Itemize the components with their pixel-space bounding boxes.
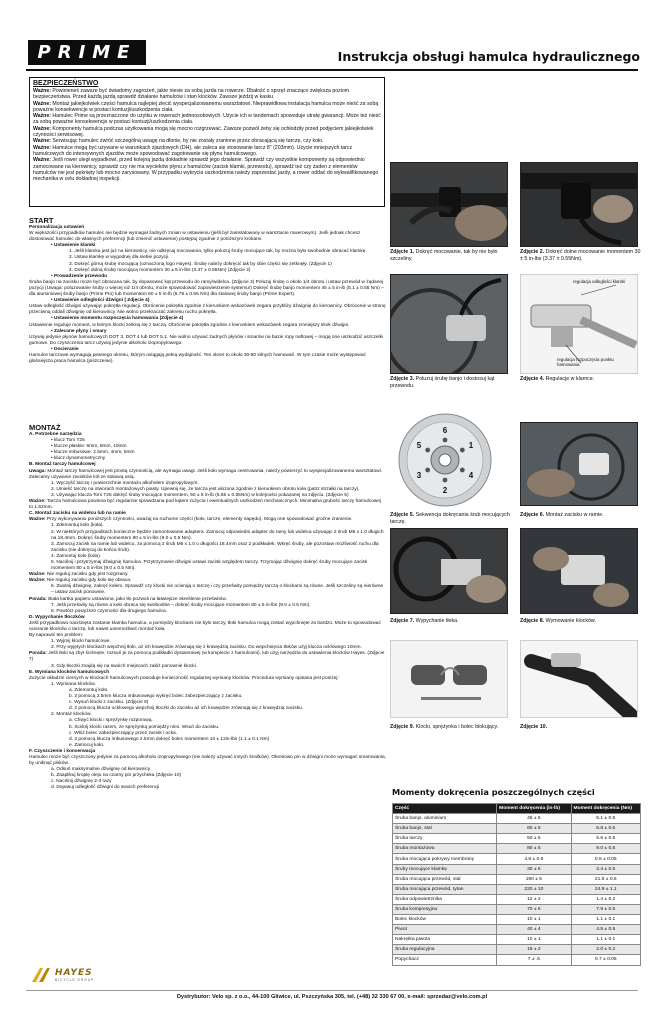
brand-sub: BICYCLE GROUP — [55, 978, 95, 982]
torque-header-inlb: Moment dokręcenia (in-lb) — [497, 804, 571, 814]
rotor-sequence-number: 4 — [468, 471, 474, 480]
montaz-line: C. Montaż zacisku na widelcu lub na ramie — [29, 511, 126, 517]
safety-box — [29, 77, 385, 207]
torque-inlb: 10 ± 1 — [497, 915, 571, 925]
safety-paragraph: Ważne: Serwisując hamulec zwróć szczególną uwagę na dłonie, by nie zostały zranione przez obracającą się tarczę, czy koło. — [33, 138, 324, 145]
montaz-line: Porada: Jeśli tłoki są zbyt ściśnięte, rozsuń je za pomocą podkładki dystansowej (w komplecie z hamulcami), lub użyj narzędzia do ustawienia klocków Hayes. (Zdjęcie 7) — [29, 651, 385, 663]
montaz-line: a. Zdemontuj koło. — [69, 687, 109, 693]
montaz-line: b. Zaaplikuj kroplę oleju na czarny pin przycheka (Zdjęcie 10) — [51, 773, 182, 779]
torque-row — [393, 844, 641, 854]
montaz-line: 3. Gdy tłoczki znajdą się na swoich miejscach załóż ponownie klocki. — [51, 663, 198, 669]
photo-8 — [520, 528, 638, 614]
torque-inlb: 30 ± 5 — [497, 864, 571, 874]
torque-part: Nakrętka piwota — [393, 935, 497, 945]
torque-part: Bolec klocków — [393, 915, 497, 925]
start-line: • Zalecane płyny i smary — [51, 328, 107, 334]
montaz-line: 2. W niektórych przypadkach konieczne będzie zamontowanie adaptera. Zamocuj odpowiedni adapter do ramy lub widelca używając 2 śrub M6 x 1.0 długich na 18.4mm. Dokręć śruby momentem 80 ± 5 in-lbs (9.0 ± 0.5 Nm). — [51, 529, 384, 541]
torque-inlb: 50 ± 5 — [497, 834, 571, 844]
montaz-line: c. Włóż bolec zabezpieczający przez zacisk i ocka. — [69, 730, 177, 736]
photo-3 — [390, 274, 508, 374]
torque-inlb: 4.8 ± 0.5 — [497, 854, 571, 864]
montaz-line: 1. Wymiana klocków. — [51, 681, 96, 687]
photo-9 — [390, 640, 508, 718]
torque-inlb: 10 ± 1 — [497, 935, 571, 945]
montaz-line: d. 2 pomocą klucza imbusowego 2.5mm dokręć bolec momentem 10 ± 12in-lbs (1.1 ± 0.1 Nm) — [69, 736, 270, 742]
footer-distributor: Dystrybutor: Velo sp. z o.o., 44-100 Gliwice, ul. Pszczyńska 305, tel. (+48) 32 330 67 00, e-mail: sprzedaz@velo.com.pl — [26, 990, 638, 1006]
torque-inlb: 70 ± 5 — [497, 904, 571, 914]
brand-name: HAYES — [55, 968, 93, 978]
safety-paragraphs — [33, 88, 381, 182]
montaz-line: Ważne: Przy wykonywaniu poniższych czynności, uważaj na ruchome części (koło, tarcze, elementy napędu). Mogą one spowodować groźne zranienie. — [29, 517, 353, 523]
montaz-line: d. Dopasuj odległość dźwigni do swoich preferencji — [51, 785, 160, 791]
caption-8: Zdjęcie 8. Wymowanie klocków. — [520, 618, 596, 624]
montaz-section — [29, 421, 386, 961]
rotor-sequence-number: 5 — [416, 441, 422, 450]
montaz-line: A. Potrzebne narzędzia — [29, 432, 82, 437]
torque-inlb: 7 ± .5 — [497, 955, 571, 965]
start-line: • Ustawienie klamki — [51, 243, 96, 249]
torque-inlb: 40 ± 4 — [497, 925, 571, 935]
rotor-bolt — [443, 438, 448, 443]
torque-nm: 4.5 ± 0.5 — [571, 925, 640, 935]
rotor-sequence-number: 2 — [442, 486, 448, 495]
rotor-bolt — [443, 478, 448, 483]
photo-2 — [520, 162, 638, 247]
start-line: 1. Jeśli klamka jest już na kierownicy, nie odkręcaj mocowania, tylko poluzuj śruby mocujące tak, by można było swobodnie obracać klamkę. — [69, 249, 367, 255]
torque-nm: 1.1 ± 0.1 — [571, 915, 640, 925]
safety-paragraph: Ważne: Powinieneś zawsze być świadomy zagrożeń, jakie niesie za sobą jazda na rowerze. Dbałość o sprzęt znacząco zwiększa poziom bezpieczeństwa. Przed każdą jazdą sprawdź działanie hamulców i stan klocków. Zawsze jeździj w kasku. — [33, 88, 350, 101]
torque-part: Piwot — [393, 925, 497, 935]
prime-logo: PRIME — [28, 40, 146, 65]
start-section — [29, 214, 386, 420]
torque-part: Śruba mocująca przewód, tytan — [393, 884, 497, 894]
start-line: 4. Dokręć dolną śrubę mocującą momentem 30 ± 5 in-lbs (3.37 ± 0.55Nm) (Zdjęcie 2) — [69, 267, 251, 273]
photo-5-rotor — [390, 410, 508, 510]
montaz-line: e. Zamocuj koło. — [69, 742, 105, 748]
torque-body — [393, 814, 641, 965]
montaz-line: 2. Przy wyjętych klockach wepchnij tłoki, aż ich krawędzie zrównają się z krawędzią zacisku. Do wepchnięcia tłoków użyj klucza ocklowego 10mm. — [51, 645, 362, 651]
torque-nm: 2.0 ± 0.2 — [571, 945, 640, 955]
torque-inlb: 18 ± 2 — [497, 945, 571, 955]
montaz-line: Porada: Biała kartka papieru ustawiona, jako tło pozwoli na łatwiejsze określenie prześwitów. — [29, 596, 227, 602]
caption-6: Zdjęcie 6. Montaż zacisku w ramie. — [520, 512, 604, 518]
torque-nm: 0.5 ± 0.05 — [571, 854, 640, 864]
photo-10 — [520, 640, 638, 718]
montaz-line: 7. Jeśli prześwity są równe a koło obraca się swobodnie – dokręć śruby mocujące momentem 80 ± 5 in-lbs (9.0 ± 0.5 Nm). — [51, 602, 311, 608]
torque-row — [393, 814, 641, 824]
start-line: 3. Dokręć górną śrubę mocującą (oznaczoną logo Hayes). Śrubę należy dokręcić tak by obie części się zetknęły. (Zdjęcie 1) — [69, 261, 332, 267]
rotor-bolt — [460, 448, 465, 453]
torque-header-nm: Moment dokręcenia (Nm) — [571, 804, 640, 814]
montaz-line: 3. Używając klucza Torx T25 dokręć śruby mocujące momentem, 50 ± 5 in-lb (5.65 ± 0.55Nm) w kolejności pokazanej na zdjęciu. (Zdjęcie 5) — [51, 492, 349, 498]
torque-nm: 7.9 ± 0.5 — [571, 904, 640, 914]
safety-paragraph: Ważne: Hamulec Prime są przeznaczone do użytku w rowerach jednoosobowych. Użycie ich w tandemach spowoduje utratę gwarancji. Może też nieść za sobą poważne konsekwencje w postaci kontuzji/uszkodzenia ciała. — [33, 113, 381, 126]
page-title: Instrukcja obsługi hamulca hydraulicznego — [337, 49, 640, 64]
montaz-line: • klucze imbusowe: 2.5mm, 4mm, 5mm — [51, 450, 135, 456]
montaz-line: c. Wysuń klocki z zacisku. (Zdjęcie 8) — [69, 700, 149, 706]
torque-nm: 24.9 ± 1.1 — [571, 884, 640, 894]
montaz-line: Zużycie okładzin ciernych w klockach hamulcowych powoduje konieczność regularnej wymiany klocków. Procedura wymiany opisana jest poniżej: — [29, 675, 339, 681]
safety-paragraph: Ważne: Jeśli rower uległ wypadkowi, przed kolejną jazdą dokładnie sprawdź jego działanie. Sprawdź czy wszystkie komponenty są odpowiednio zamocowane na kierownicy, sprawdź czy nie ma wycieków płynu z hamulców (zacisk klamki, przewodu), sprawdź też czy żaden z elementów hamulców nie jest pęknięty lub mocno zarysowany. W przypadku wykrycia uszkodzenia należy zaprzestać jazdy, a rower oddać do wykwalifikowanego mechanika w celu dokładnej inspekcji. — [33, 157, 379, 183]
montaz-line: 4. Zamontuj koło (koła). — [51, 553, 102, 559]
torque-row — [393, 874, 641, 884]
safety-paragraph: Ważne: Montaż jakiejkolwiek części hamulca najlepiej zlecić wyspecjalizowanemu warsztatowi. Nieprawidłowa instalacja hamulca może nieść za sobą poważne konsekwencje w postaci kontuzji/uszkodzenia ciała. — [33, 100, 379, 113]
torque-nm: 1.1 ± 0.1 — [571, 935, 640, 945]
torque-row — [393, 945, 641, 955]
start-line: Personalizacja ustawień — [29, 225, 85, 230]
torque-part: Śruba banjo, stal — [393, 824, 497, 834]
safety-paragraph: Ważne: Hamulce mogą być używane w warunkach zjazdowych (DH), ale zaleca się stosowanie tarcz 8" (203mm). Użycie mniejszych tarcz hamulcowych do intensywnych zjazdów może spowodować zagotowanie się płynu hamulcowego. — [33, 144, 353, 157]
montaz-line: 8. Powtórz powyższe czynności dla drugiego hamulca. — [51, 608, 167, 614]
torque-inlb: 60 ± 5 — [497, 824, 571, 834]
torque-part: Śruba regulacyjna — [393, 945, 497, 955]
torque-part: Śruba tarczy — [393, 834, 497, 844]
torque-row — [393, 904, 641, 914]
safety-paragraph: Ważne: Komponenty hamulca podczas użytkowania mogą się mocno rozgrzewać. Zawsze pozwól żeby się ochłodziły przed podjęciem jakiejkolwiek czynności serwisowej. — [33, 125, 374, 139]
start-line: W większości przypadków hamulec nie będzie wymagał żadnych zmian w ustawieniu (jeśli był zainstalowany w warsztacie rowerowym). Jeśli jednak chcesz dostosować hamulec do własnych preferencji (lub zmienić ustawienie) postępuj zgodnie z poniższym krokami. — [29, 231, 361, 243]
montaz-line: D. Wypychanie tłoczków — [29, 614, 85, 620]
rotor-bolt — [425, 468, 430, 473]
torque-row — [393, 824, 641, 834]
torque-row — [393, 854, 641, 864]
montaz-line: c. Naciśnij dźwignię 2-3 razy — [51, 779, 112, 785]
montaz-line: • klucz dynamometryczny — [51, 456, 106, 462]
torque-table — [392, 803, 641, 966]
photo-6 — [520, 422, 638, 506]
montaz-line: a. Chwyć klocki i sprężynkę rozporową. — [69, 718, 153, 724]
torque-nm: 5.6 ± 0.5 — [571, 834, 640, 844]
torque-nm: 5.1 ± 0.5 — [571, 814, 640, 824]
torque-inlb: 190 ± 5 — [497, 874, 571, 884]
montaz-line: d. 2 pomocą klucza ocklowego wepchnij tłoczki do zacisku aż ich krawędzie zrównają się z krawędzią zacisku. — [69, 706, 304, 712]
rotor-bolt — [425, 448, 430, 453]
caption-2: Zdjęcie 2. Dokręć dolne mocowanie momentem 30 ± 5 in-lbs (3.37 ± 0.55Nm). — [520, 249, 641, 262]
start-line: Hamulce tarczowe wymagają pewnego okresu, którym osiągają pełną wydajność. Ten okres to około 30-50 silnych hamowań. W tym czasie może występować głośniejsza praca hamulca (piszczenie). — [29, 352, 366, 365]
rotor-sequence-number: 1 — [468, 441, 474, 450]
photo-7 — [390, 528, 508, 614]
hayes-brand — [30, 965, 110, 985]
montaz-line: E. Wymiana klocków hamulcowych — [29, 669, 110, 675]
montaz-line: Jeśli przypadkowo naciśnięta zostanie klamka hamulca, a pomiędzy klockami nie było tarczy, tłoki hamulca mogą zostać wypchnięte za bardzo. Może to spowodować ocieranie klocków o tarczę, lub nawet uniemożliwić montaż koła. — [29, 620, 381, 632]
caption-9: Zdjęcie 9. Klocki, sprężynka i bolec blokujący. — [390, 724, 499, 730]
rotor-sequence-number: 3 — [416, 471, 422, 480]
caption-4: Zdjęcie 4. Regulacje w klamce. — [520, 376, 595, 382]
start-line: • Docieranie — [51, 346, 79, 352]
caption-7: Zdjęcie 7. Wypychanie tłoka. — [390, 618, 459, 624]
torque-part: Śruba mocująca przewód, stal — [393, 874, 497, 884]
start-lines — [29, 225, 386, 365]
montaz-line: • klucze płaskie: 6mm, 8mm, 10mm — [51, 444, 127, 450]
start-line: Używaj jedynie płynów hamulcowych DOT 3, DOT 4 lub DOT 5.1. Nie wolno używać żadnych płynów i smarów na bazie ropy naftowej – mogą one uszkodzić uszczelki gumowe. Do czyszczenia tarcz używaj jedynie alkoholu izopropylowego. — [29, 334, 384, 346]
torque-inlb: 45 ± 5 — [497, 814, 571, 824]
montaz-line: 1. Wyczyść tarczę i powierzchnie montażu alkoholem izopropylowym. — [51, 480, 199, 486]
caption-1: Zdjęcie 1. Dokręć mocowanie, tak by nie było szczeliny. — [390, 249, 498, 262]
montaz-line: Ważne: Nie reguluj zacisku gdy koło się obraca. — [29, 578, 132, 584]
start-line: 2. Ustaw klamkę w wygodnej dla siebie pozycji. — [69, 255, 170, 261]
torque-nm: 0.7 ± 0.05 — [571, 955, 640, 965]
start-line: Śruba banjo na zacisku może być obracana tak, by dopasować kąt przewodu do ramy/widelca. (Zdjęcie 3) Poluzuj śrubę o około 1/4 obrotu i ustaw przewód w żądanej pozycji (Uwaga: poluzowanie śruby o więcej niż 1/4 obrotu, może spowodować zapowietrzenie systemu!) Dokręć śrubę banjo momentem 45 ± 5 in-lb (5.1 ± 0.55 Nm) – dla aluminiowej śruby banjo (Prime Pro) lub momentem 60 ± 5 in-lb (6.78 ± 0.55 Nm) dla stalowej śruby banjo (Prime Expert). — [29, 279, 384, 298]
torque-nm: 6.8 ± 0.5 — [571, 824, 640, 834]
montaz-line: b. 2 pomocą 2.5mm klucza imbusowego wykręć bolec zabezpieczający z zacisku. — [69, 694, 243, 700]
callout-reach: regulacja odległości klamki — [573, 279, 626, 284]
torque-row — [393, 915, 641, 925]
torque-title: Momenty dokręcenia poszczególnych części — [392, 787, 595, 797]
torque-inlb: 12 ± 2 — [497, 894, 571, 904]
rotor-sequence-number: 6 — [442, 426, 448, 435]
torque-inlb: 80 ± 5 — [497, 844, 571, 854]
montaz-line: 1. Zdemontuj koło (koła). — [51, 523, 104, 529]
torque-nm: 1.4 ± 0.2 — [571, 894, 640, 904]
start-heading: START — [29, 216, 54, 225]
montaz-line: b. Ściśnij klocki razem, ze sprężynką pomiędzy nimi. Wsuń do zacisku. — [69, 724, 220, 730]
torque-header-part: Część — [393, 804, 497, 814]
montaz-line: 2. Umieść tarczę na otworach montażowych piasty. Upewnij się, że tarcza jest ułożona zgodnie z kierunkiem obrotu koła (patrz strzałki na tarczy). — [51, 486, 360, 492]
callout-contact: regulacja rozpoczęcia punktu hamowania — [557, 357, 614, 368]
montaz-line: a. Odsuń maksymalnie dźwignię od kierownicy — [51, 767, 151, 773]
torque-row — [393, 894, 641, 904]
start-line: • Prowadzenie przewodu — [51, 273, 108, 279]
torque-part: Śruba odpowietrznika — [393, 894, 497, 904]
montaz-line: Uwaga: Montaż tarczy hamulcowej jest prostą czynnością, ale wymaga uwagi. Jeśli koło wymaga centrowania, należy powierzyć to wyspecjalizowanemu warsztatowi. Zalecamy używanie zacisków kół ze stalową osią. — [29, 468, 382, 480]
torque-inlb: 220 ± 10 — [497, 884, 571, 894]
torque-part: Śruba kompresyjna — [393, 904, 497, 914]
caption-5: Zdjęcie 5. Sekwencja dokręcania śrub mocujących tarczę. — [390, 512, 510, 525]
torque-part: Śruba montażowa — [393, 844, 497, 854]
photo-1 — [390, 162, 508, 247]
torque-part: Śruba banjo, aluminium — [393, 814, 497, 824]
montaz-lines — [29, 432, 386, 792]
torque-part: Śruba mocująca pokrywy membrany — [393, 854, 497, 864]
start-line: • Ustawienie momentu rozpoczęcia hamowania (Zdjęcie 4) — [51, 316, 184, 322]
montaz-line: 5. Naciśnij i przytrzymaj dźwignię hamulca. Przytrzymanie dźwigni ustawi zacisk względem tarczy. Trzymając dźwignię dokręć śruby mocujące zacisk momentem 80 ± 5 in-lbs (9.0 ± 0.5 Nm). — [51, 559, 368, 572]
montaz-heading: MONTAŻ — [29, 423, 61, 432]
rotor-bolt — [460, 468, 465, 473]
montaz-line: B. Montaż tarczy hamulcowej — [29, 462, 96, 468]
caption-3: Zdjęcie 3. Poluzuj śrubę banjo i dostosuj kąt przewodu. — [390, 376, 495, 389]
torque-row — [393, 834, 641, 844]
montaz-line: F. Czyszczenie i konserwacja — [29, 748, 96, 754]
caption-10: Zdjęcie 10. — [520, 724, 548, 730]
torque-row — [393, 955, 641, 965]
torque-row — [393, 864, 641, 874]
safety-heading: BEZPIECZEŃSTWO — [33, 80, 99, 87]
montaz-line: Hamulec może być czyszczony jedynie za pomocą alkoholu izopropylowego (nie należy używać innych środków). Okresowo pin w dźwigni może wymagać smarowania, by uniknąć pisków. — [29, 754, 386, 767]
montaz-line: • klucz Torx T25 — [51, 438, 85, 444]
torque-nm: 9.0 ± 0.5 — [571, 844, 640, 854]
torque-header-row — [393, 804, 641, 814]
montaz-line: 1. Wyjmij klocki hamulcowe. — [51, 639, 111, 645]
start-line: • Ustawienie odległości dźwigni ( Zdjęcie 4) — [51, 298, 150, 304]
start-line: Ustawienie reguluje moment, w którym klocki zetkną się z tarczą. Obrócenie pokrętła zgodnie z kierunkiem wskazówek zegara zmniejszy skok dźwigni. — [29, 322, 350, 328]
hayes-logo-icon — [30, 966, 52, 984]
start-line: Ustaw odległość dźwigni używając pokrętła regulacji. Obrócenie pokrętła zgodnie z kierunkiem wskazówek zegara przybliży dźwignię do kierownicy. Obrócenie w stronę przeciwną oddali dźwignię od kierownicy. Nie wolno przekraczać zakresu ruchu pokrętła. — [29, 304, 386, 316]
montaz-line: Ważne: Nie reguluj zacisku gdy jest rozgrzany. — [29, 572, 129, 578]
torque-row — [393, 884, 641, 894]
montaz-line: Ważne: Tarcza hamulcowa powinna być regularnie sprawdzana pod kątem zużycia i ewentualnych uszkodzeń mechanicznych. Minimalna grubość tarczy hamulcowej to 1.52mm. — [29, 499, 381, 511]
montaz-line: 3. Zamocuj zacisk na ramie lub widelcu, za pomocą 2 śrub M6 x 1.0 o długości 18.4mm oraz 2 podkładek. Wkręć śruby, ale pozostaw możliwość ruchu dla zacisku (nie dokręcaj do końca śrub). — [51, 541, 379, 553]
torque-row — [393, 935, 641, 945]
montaz-line: By naprawić ten problem: — [29, 633, 84, 639]
torque-nm: 21.5 ± 0.5 — [571, 874, 640, 884]
torque-row — [393, 925, 641, 935]
torque-part: Popychacz — [393, 955, 497, 965]
montaz-line: 6. Zwolnij dźwignię, zakręć kołem. Sprawdź czy klocki nie ocierają o tarczę i czy prześwity pomiędzy tarczą o klockami są równe. Jeśli szczeliny są nierówne – ustaw zacisk ponownie. — [51, 584, 384, 596]
torque-nm: 3.4 ± 0.5 — [571, 864, 640, 874]
montaz-line: 2. Montaż klocków. — [51, 712, 92, 718]
torque-part: Śruby mocujące klamkę — [393, 864, 497, 874]
header-rule — [26, 69, 638, 71]
